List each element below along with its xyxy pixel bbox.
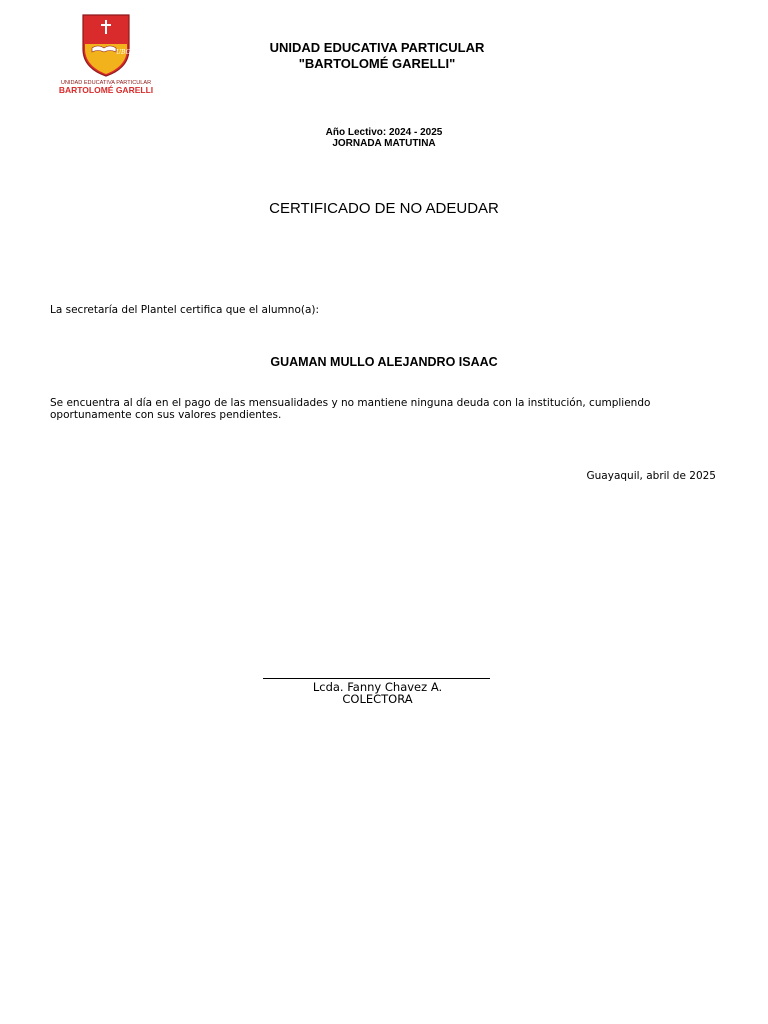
- school-shift: JORNADA MATUTINA: [332, 138, 436, 149]
- signature-line: [263, 678, 490, 679]
- school-name: UNIDAD EDUCATIVA PARTICULAR: [269, 40, 485, 55]
- logo-monogram: UBG: [116, 49, 131, 56]
- certificate-body-line1: Se encuentra al día en el pago de las mensualidades y no mantiene ninguna deuda con la institución, cumpliendo: [50, 397, 651, 409]
- logo-text-line1: UNIDAD EDUCATIVA PARTICULAR: [60, 80, 152, 86]
- logo-text-line2: BARTOLOMÉ GARELLI: [58, 85, 154, 95]
- signer-role: COLECTORA: [342, 692, 413, 706]
- signer-name: Lcda. Fanny Chavez A.: [312, 680, 443, 694]
- certificate-body-line2: oportunamente con sus valores pendientes.: [50, 409, 282, 421]
- place-date: Guayaquil, abril de 2025: [586, 470, 716, 482]
- school-logo: [52, 12, 160, 98]
- school-name-quoted: "BARTOLOMÉ GARELLI": [298, 56, 456, 71]
- academic-year: Año Lectivo: 2024 - 2025: [325, 127, 443, 138]
- certificate-title: CERTIFICADO DE NO ADEUDAR: [269, 200, 499, 217]
- certificate-intro: La secretaría del Plantel certifica que el alumno(a):: [50, 304, 320, 316]
- student-name: GUAMAN MULLO ALEJANDRO ISAAC: [270, 355, 498, 369]
